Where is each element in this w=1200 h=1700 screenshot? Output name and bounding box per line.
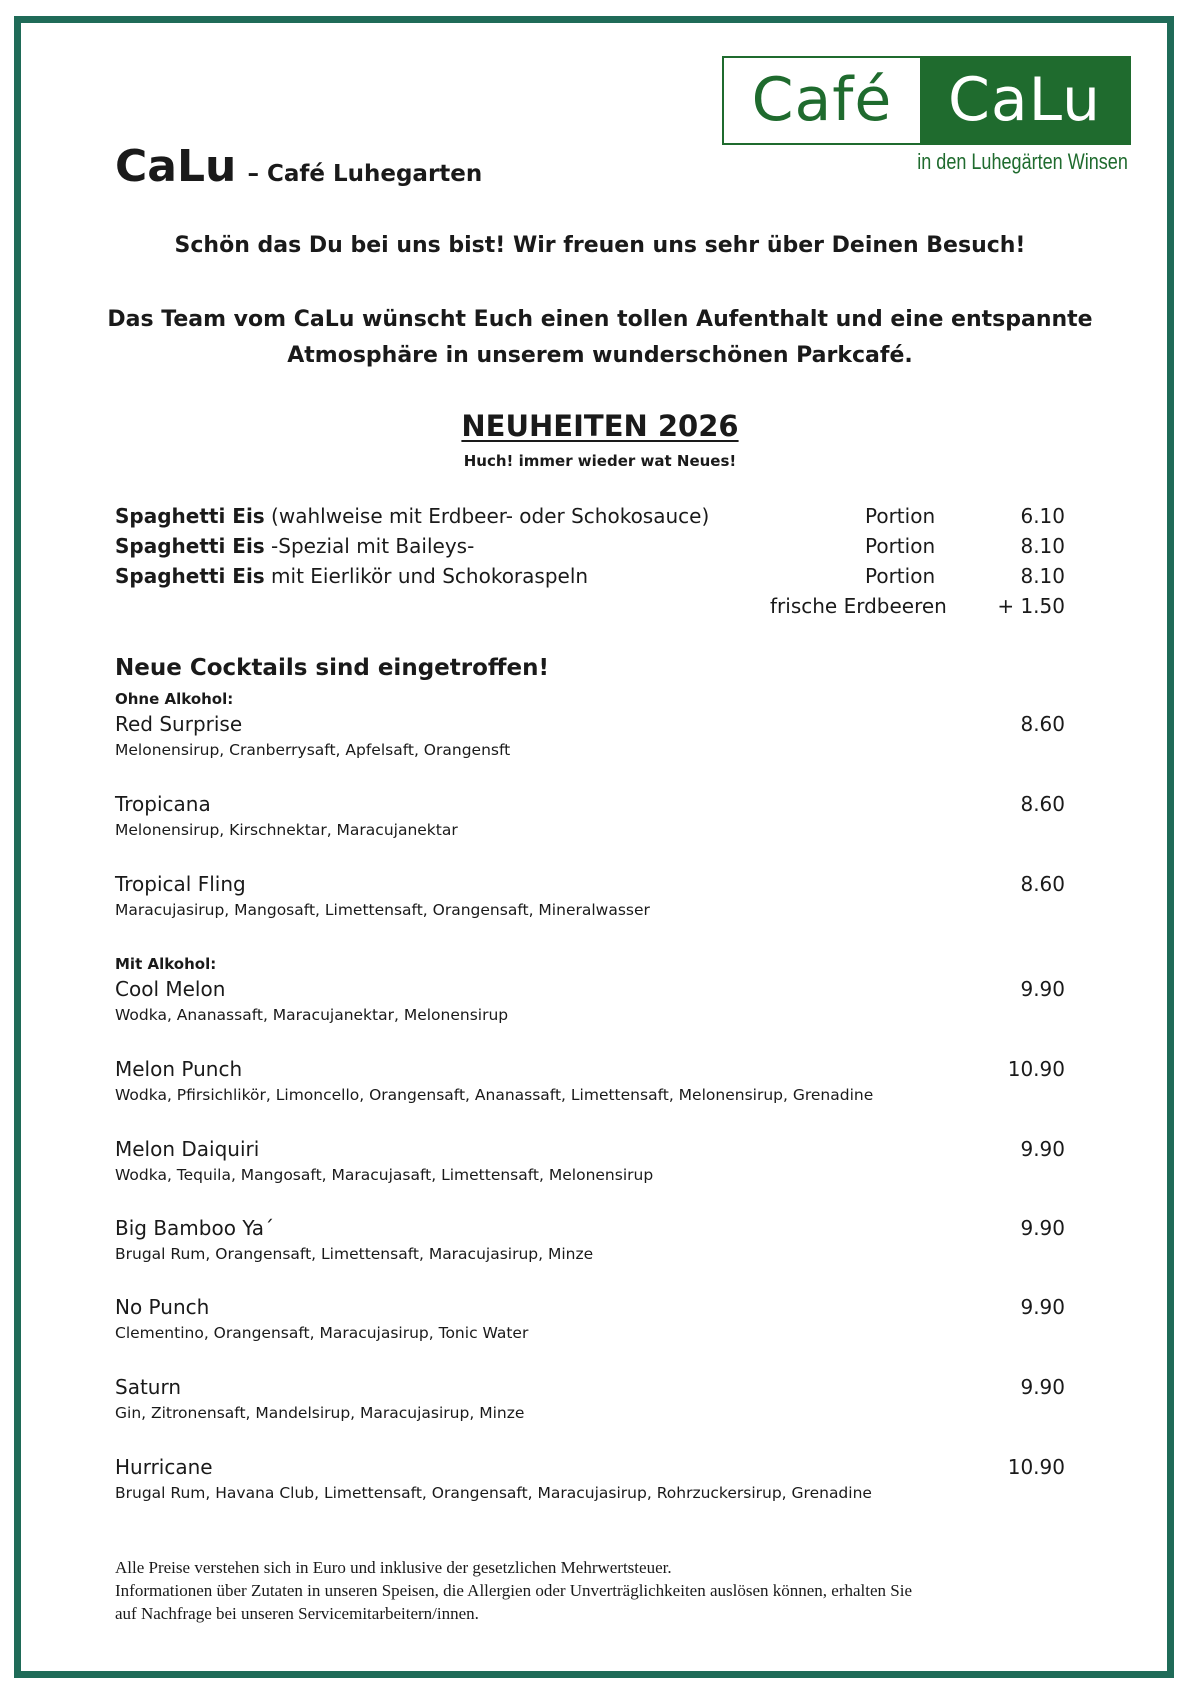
cocktail-ingredients: Maracujasirup, Mangosaft, Limettensaft, Orangensaft, Mineralwasser [115, 901, 650, 919]
cocktail-name: Melon Daiquiri [115, 1137, 260, 1161]
welcome-line-2: Das Team vom CaLu wünscht Euch einen tollen Aufenthalt und eine entspannte [107, 307, 1093, 332]
item-name: Spaghetti Eis [115, 564, 265, 588]
cocktail-ingredients: Brugal Rum, Orangensaft, Limettensaft, Maracujasirup, Minze [115, 1245, 594, 1263]
neuheiten-subtitle: Huch! immer wieder wat Neues! [463, 452, 737, 470]
menu-row [115, 564, 1065, 592]
footer-line-3: auf Nachfrage bei unseren Servicemitarbeitern/innen. [115, 1604, 479, 1623]
cocktail-item [115, 791, 1065, 841]
item-name: Spaghetti Eis [115, 534, 265, 558]
logo-subtitle: in den Luhegärten Winsen [917, 149, 1128, 174]
cocktail-name: No Punch [115, 1295, 210, 1319]
cocktail-item [115, 1374, 1065, 1424]
cocktail-ingredients: Clementino, Orangensaft, Maracujasirup, Tonic Water [115, 1324, 529, 1342]
alcoholic-label: Mit Alkohol: [115, 955, 217, 973]
cocktail-ingredients: Melonensirup, Kirschnektar, Maracujanektar [115, 821, 458, 839]
cocktail-ingredients: Gin, Zitronensaft, Mandelsirup, Maracujasirup, Minze [115, 1404, 525, 1422]
cocktail-name: Red Surprise [115, 712, 243, 736]
cocktail-name: Tropicana [115, 792, 211, 816]
cocktail-ingredients: Wodka, Ananassaft, Maracujanektar, Melonensirup [115, 1006, 509, 1024]
item-unit: Portion [865, 534, 936, 558]
item-unit: Portion [865, 504, 936, 528]
item-price: 8.10 [1020, 564, 1065, 588]
logo-right-text: CaLu [920, 58, 1129, 143]
cocktail-item [115, 1136, 1065, 1186]
cocktail-price: 9.90 [1020, 1137, 1065, 1161]
cocktail-price: 10.90 [1007, 1057, 1065, 1081]
cocktail-name: Tropical Fling [115, 872, 246, 896]
cocktail-price: 9.90 [1020, 977, 1065, 1001]
item-note: (wahlweise mit Erdbeer- oder Schokosauce) [264, 504, 710, 528]
item-unit: Portion [865, 564, 936, 588]
cocktail-price: 10.90 [1007, 1455, 1065, 1479]
cocktail-item [115, 1454, 1065, 1504]
cocktails-heading: Neue Cocktails sind eingetroffen! [115, 655, 549, 681]
brand-title: CaLu [115, 141, 237, 192]
legal-footer [115, 1556, 1115, 1625]
menu-row [115, 534, 1065, 562]
cocktail-item [115, 711, 1065, 761]
neuheiten-title [60, 409, 1140, 443]
cafe-calu-logo [722, 56, 1131, 145]
cocktail-item [115, 976, 1065, 1026]
cocktail-ingredients: Wodka, Tequila, Mangosaft, Maracujasaft, Limettensaft, Melonensirup [115, 1166, 654, 1184]
cocktail-item [115, 1294, 1065, 1344]
item-note: -Spezial mit Baileys- [264, 534, 475, 558]
cocktail-price: 8.60 [1020, 712, 1065, 736]
cocktail-ingredients: Brugal Rum, Havana Club, Limettensaft, Orangensaft, Maracujasirup, Rohrzuckersirup, Grenadine [115, 1484, 872, 1502]
item-name: Spaghetti Eis [115, 504, 265, 528]
cocktail-item [115, 871, 1065, 921]
extra-label: frische Erdbeeren [770, 594, 947, 618]
item-note: mit Eierlikör und Schokoraspeln [264, 564, 589, 588]
cocktail-name: Hurricane [115, 1455, 213, 1479]
item-price: 6.10 [1020, 504, 1065, 528]
item-price: 8.10 [1020, 534, 1065, 558]
non-alcoholic-label: Ohne Alkohol: [115, 690, 234, 708]
cocktail-name: Melon Punch [115, 1057, 243, 1081]
welcome-line-1: Schön das Du bei uns bist! Wir freuen uns sehr über Deinen Besuch! [174, 233, 1026, 258]
extra-price: + 1.50 [997, 594, 1065, 618]
neuheiten-title-text: NEUHEITEN 2026 [461, 409, 739, 443]
cocktail-price: 9.90 [1020, 1295, 1065, 1319]
cocktail-ingredients: Wodka, Pfirsichlikör, Limoncello, Orangensaft, Ananassaft, Limettensaft, Melonensirup, Grenadine [115, 1086, 874, 1104]
cocktail-price: 8.60 [1020, 872, 1065, 896]
logo-left-text: Café [751, 65, 893, 135]
menu-row-extra [115, 594, 1065, 622]
menu-row [115, 504, 1065, 532]
footer-line-1: Alle Preise verstehen sich in Euro und inklusive der gesetzlichen Mehrwertsteuer. [115, 1558, 672, 1577]
brand-heading [115, 141, 482, 192]
welcome-message [60, 302, 1140, 374]
welcome-line-3: Atmosphäre in unserem wunderschönen Parkcafé. [287, 343, 913, 368]
cocktail-name: Saturn [115, 1375, 182, 1399]
cocktail-name: Cool Melon [115, 977, 226, 1001]
footer-line-2: Informationen über Zutaten in unseren Speisen, die Allergien oder Unverträglichkeiten auslösen können, erhalten Sie [115, 1581, 913, 1600]
cocktail-price: 8.60 [1020, 792, 1065, 816]
cocktail-price: 9.90 [1020, 1216, 1065, 1240]
brand-subtitle: – Café Luhegarten [247, 161, 483, 187]
cocktail-item [115, 1056, 1065, 1106]
cocktail-price: 9.90 [1020, 1375, 1065, 1399]
cocktail-ingredients: Melonensirup, Cranberrysaft, Apfelsaft, Orangensft [115, 741, 511, 759]
cocktail-item [115, 1215, 1065, 1265]
cocktail-name: Big Bamboo Ya´ [115, 1216, 275, 1240]
page-border [14, 16, 1174, 1678]
